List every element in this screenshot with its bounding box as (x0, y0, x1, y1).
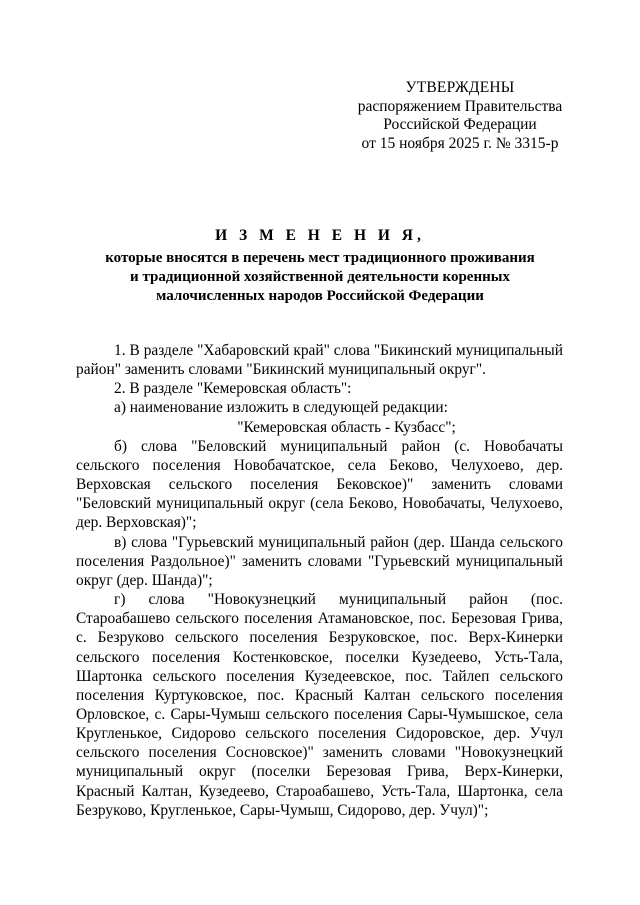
paragraph-2d: г) слова "Новокузнецкий муниципальный район (пос. Староабашево сельского поселения Атамановское, пос. Березовая Грива, с. Безруково сельского поселения Безруковское, пос. Верх-Кинерки сельского поселения Костенковское, поселки Кузедеево, Усть-Тала, Шартонка сельского поселения Кузедеевское, пос. Тайлеп сельского поселения Куртуковское, пос. Красный Калтан сельского поселения Орловское, с. Сары-Чумыш сельского поселения Сары-Чумышское, села Кругленькое, Сидорово сельского поселения Сидоровское, дер. Учул сельского поселения Сосновское)" заменить словами "Новокузнецкий муниципальный округ (поселки Березовая Грива, Верх-Кинерки, Красный Калтан, Кузедеево, Староабашево, Усть-Тала, Шартонка, села Безруково, Кругленькое, Сары-Чумыш, Сидорово, дер. Учул)"; (76, 591, 563, 819)
subtitle-line-1: которые вносятся в перечень мест традиционного проживания (105, 250, 535, 266)
document-subtitle (0, 249, 640, 307)
subtitle-line-2: и традиционной хозяйственной деятельности коренных (130, 269, 510, 286)
document-title: И З М Е Н Е Н И Я, (215, 227, 425, 244)
approval-line-3: от 15 ноября 2025 г. № 3315-р (361, 134, 559, 152)
approval-stamp: УТВЕРЖДЕНЫ (405, 79, 515, 96)
paragraph-2: 2. В разделе "Кемеровская область": (114, 380, 352, 398)
subtitle-line-3: малочисленных народов Российской Федерации (156, 288, 484, 305)
document-body (76, 341, 563, 820)
approval-line-1: распоряжением Правительства (357, 97, 563, 115)
paragraph-2c: в) слова "Гурьевский муниципальный район (дер. Шанда сельского поселения Раздольное)" заменить словами "Гурьевский муниципальный округ (дер. Шанда)"; (76, 533, 563, 589)
approval-line-2: Российской Федерации (383, 116, 537, 134)
paragraph-2b: б) слова "Беловский муниципальный район (с. Новобачаты сельского поселения Новобачатское, села Беково, Челухоево, дер. Верховская сельского поселения Бековское)" заменить словами "Беловский муниципальный округ (села Беково, Новобачаты, Челухоево, дер. Верховская)"; (76, 437, 563, 532)
paragraph-2a-quote: "Кемеровская область - Кузбасс"; (237, 418, 456, 436)
paragraph-2a: а) наименование изложить в следующей редакции: (114, 399, 448, 417)
paragraph-1: 1. В разделе "Хабаровский край" слова "Бикинский муниципальный район" заменить словами "Бикинский муниципальный округ". (76, 342, 563, 379)
approval-block (350, 79, 570, 153)
